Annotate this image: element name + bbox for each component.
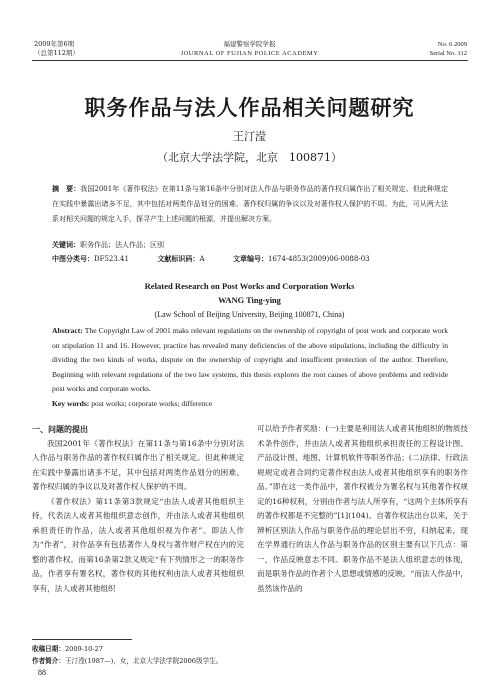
header-serial-no: No. 6 2009 bbox=[437, 41, 467, 48]
abstract-cn bbox=[52, 181, 448, 227]
header-serial-total: Serial No. 112 bbox=[429, 50, 467, 57]
header-issue-year: 2009年第6期 bbox=[34, 40, 75, 48]
classification-line bbox=[52, 251, 448, 267]
header-journal-cn: 福建警察学院学报 bbox=[223, 40, 276, 48]
abstract-text: 我国2001年《著作权法》在第11条与第16条中分别对法人作品与职务作品的著作权归属作出了相关规定。但此种规定在实践中暴露出诸多不足，其中包括对两类作品划分的困难、著作权归属的争议以及对著作权人保护的不周。为此，可从两大法系对相关问题的规定入手，探寻产生上述问题的根源，并提出解决方案。 bbox=[52, 185, 448, 223]
header-journal bbox=[0, 40, 499, 58]
article-no-label: 文章编号： bbox=[232, 254, 268, 263]
clc-value: DF523.41 bbox=[94, 255, 129, 263]
footnotes bbox=[32, 643, 222, 667]
abstract-label: 摘 要： bbox=[52, 184, 81, 193]
keywords-label: 关键词： bbox=[52, 240, 80, 249]
english-keywords-text: post works; corporate works; difference bbox=[91, 399, 213, 408]
header-rule bbox=[32, 60, 468, 61]
author-name: 王汀滢 bbox=[233, 130, 266, 143]
article-no-value: 1674-4853(2009)06-0088-03 bbox=[267, 255, 370, 263]
author-affiliation: （北京大学法学院，北京 100871） bbox=[157, 151, 342, 164]
section-heading: 一、问题的提出 bbox=[32, 424, 88, 434]
author-bio-line bbox=[32, 655, 222, 667]
doc-code-label: 文献标识码： bbox=[157, 254, 200, 263]
article-title: 职务作品与法人作品相关问题研究 bbox=[84, 95, 415, 120]
english-affiliation: (Law School of Beijing University, Beijing 100871, China) bbox=[154, 310, 345, 319]
received-line bbox=[32, 643, 222, 655]
author-bio-label: 作者简介： bbox=[32, 657, 65, 665]
header-issue-total: （总第112期） bbox=[34, 49, 79, 57]
body-column-right bbox=[257, 422, 468, 596]
page-number: 88 bbox=[38, 668, 46, 677]
english-author: WANG Ting-ying bbox=[218, 296, 281, 305]
header-journal-en: JOURNAL OF FUJIAN POLICE ACADEMY bbox=[180, 50, 319, 57]
header-serial bbox=[430, 40, 468, 58]
author-bio-value: 王汀滢(1987—)，女，北京大学法学院2006级学生。 bbox=[64, 657, 223, 665]
body-paragraph: 《著作权法》第11条第3款规定“由法人或者其他组织主持，代表法人或者其他组织意志创作，并由法人或者其他组织承担责任的作品，法人或者其他组织视为作者”。即法人作为“作者”，对作品享有包括著作人身权与著作财产权在内的完整的著作权。而第16条第2款又规定“有下列情形之一的职务作品，作者享有署名权，著作权的其他权利由法人或者其他组织享有，法人或者其他组织 bbox=[32, 496, 244, 593]
received-value: 2009-10-27 bbox=[64, 645, 103, 653]
body-column-left bbox=[32, 422, 244, 596]
keywords-en bbox=[52, 397, 448, 412]
footnote-rule bbox=[32, 639, 132, 640]
received-label: 收稿日期： bbox=[32, 645, 65, 653]
clc-label: 中图分类号： bbox=[52, 254, 94, 263]
english-keywords-label: Key words: bbox=[52, 399, 90, 408]
keywords-text: 职务作品；法人作品；区别 bbox=[80, 241, 164, 249]
english-abstract-text: The Copyright Law of 2001 maks relevant regulations on the ownership of copyright of post work and corporate work on stipulation 11 and 16. However, practice has revealed many deficiencies of the above stipulations, including the difficulty in dividing the two kinds of works, dispute on the ownership of copyright and insufficent protection of the author. Therefore, Beginning with relevant regulations of the two law systems, this thesis explores the root causes of above problems and redivide post works and corporate works. bbox=[52, 326, 449, 393]
english-abstract-label: Abstract: bbox=[52, 326, 83, 335]
abstract-en bbox=[52, 324, 448, 397]
english-title: Related Research on Post Works and Corporation Works bbox=[144, 281, 355, 291]
body-paragraph: 可以给予作者奖励：(一)主要是利用法人或者其他组织的物质技术条件创作，并由法人或者其他组织承担责任的工程设计图、产品设计图、地图、计算机软件等职务作品；(二)法律、行政法规规定或者合同约定著作权由法人或者其他组织享有的职务作品。”即在这一类作品中，著作权被分为署名权与其他著作权规定的16种权利，分别由作者与法人所享有，“这两个主体所享有的著作权都是不完整的”[1](104)。自著作权法出台以来，关于辨析区别法人作品与职务作品的理论层出不穷，归纳起来，现在学界通行的法人作品与职务作品的区别主要有以下几点：第一，作品反映意志不同。职务作品不是法人组织意志的体现，而是职务作品的作者个人思想或情感的反映。“而法人作品中，虽然该作品的 bbox=[257, 424, 468, 593]
body-paragraph: 我国2001年《著作权法》在第11条与第16条中分别对法人作品与职务作品的著作权归属作出了相关规定。但此种规定在实践中暴露出诸多不足，其中包括对两类作品划分的困难、著作权归属的争议以及对著作权人保护的不周。 bbox=[32, 438, 244, 491]
doc-code-value: A bbox=[199, 255, 205, 263]
